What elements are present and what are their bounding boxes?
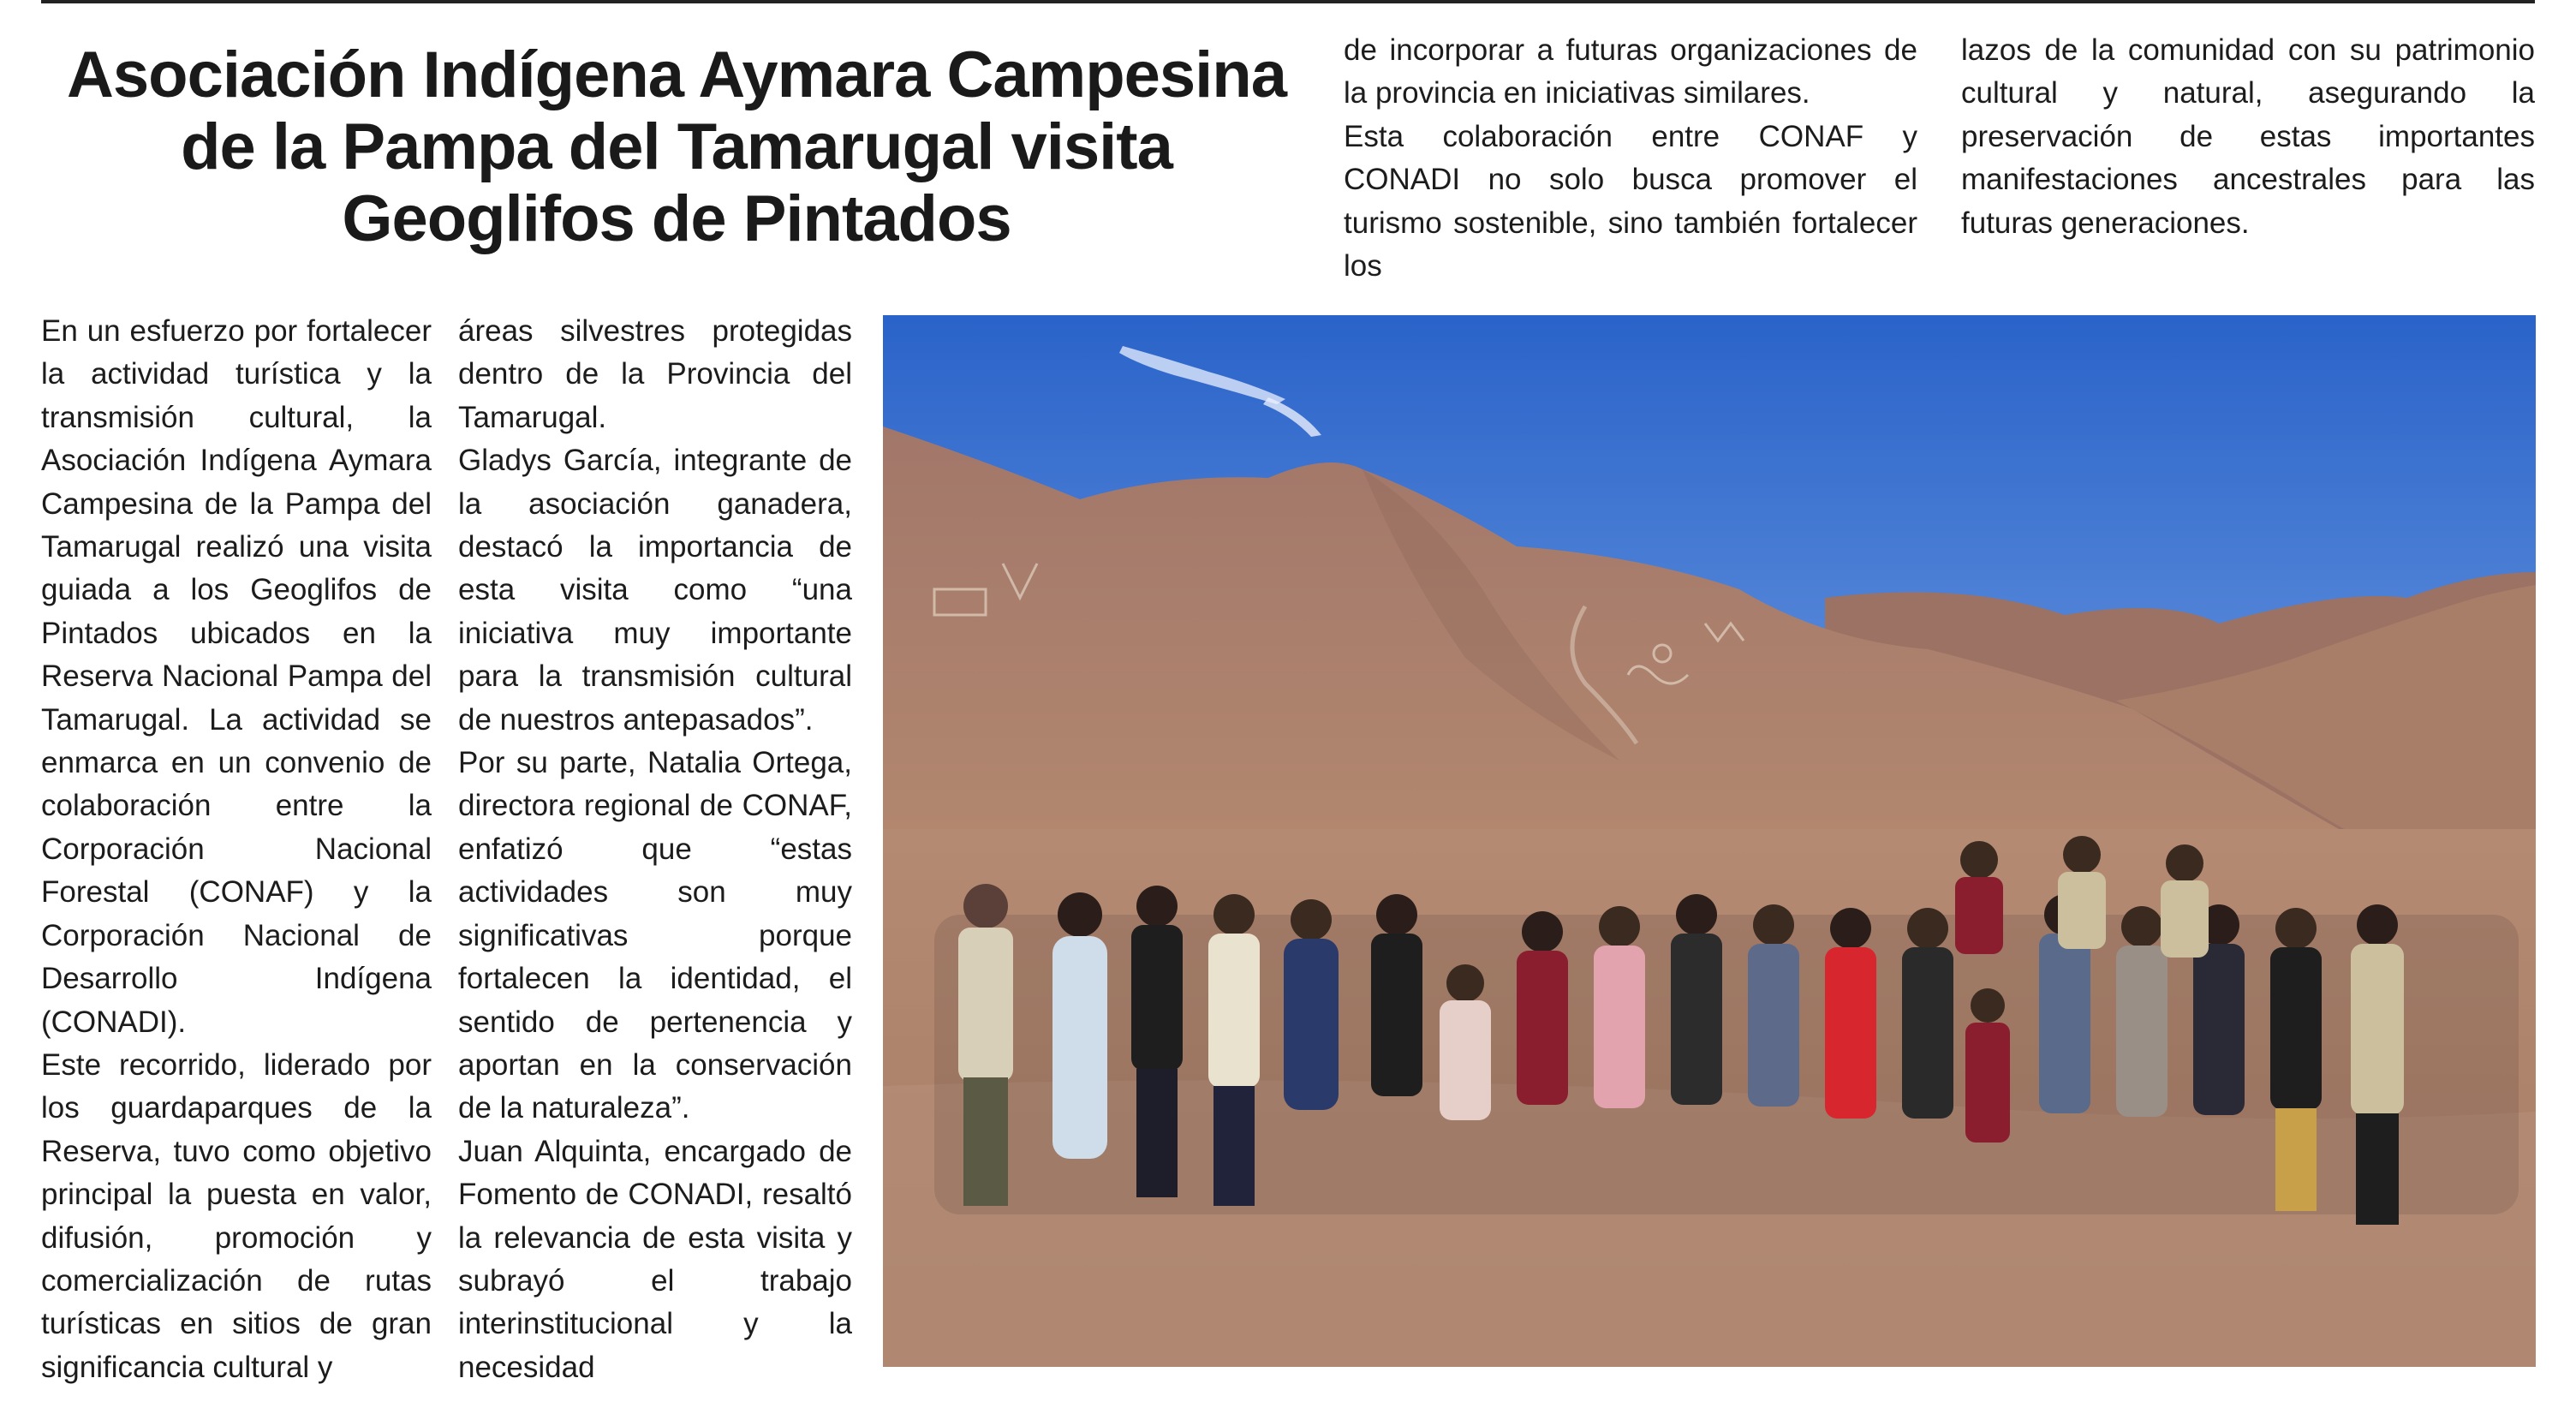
article-column-4 (1961, 29, 2535, 245)
group-photo-illustration (883, 315, 2536, 1367)
paragraph: Esta colaboración entre CONAF y CONADI no solo busca promover el turismo sostenible, sino también fortalecer los (1344, 119, 1917, 283)
paragraph: de incorporar a futuras organizaciones de la provincia en iniciativas similares. (1344, 33, 1917, 110)
paragraph: En un esfuerzo por fortalecer la actividad turística y la transmisión cultural, la Asociación Indígena Aymara Campesina de la Pampa del Tamarugal realizó una visita guiada a los Geoglifos de Pintados ubicados en la Reserva Nacional Pampa del Tamarugal. La actividad se enmarca en un convenio de colaboración entre la Corporación Nacional Forestal (CONAF) y la Corporación Nacional de Desarrollo Indígena (CONADI). (41, 314, 432, 1039)
paragraph: Juan Alquinta, encargado de Fomento de CONADI, resaltó la relevancia de esta visita y subrayó el trabajo interinstitucional y la necesidad (458, 1134, 852, 1384)
paragraph: áreas silvestres protegidas dentro de la Provincia del Tamarugal. (458, 314, 852, 434)
paragraph: Por su parte, Natalia Ortega, directora regional de CONAF, enfatizó que “estas actividades son muy significativas porque fortalecen la identidad, el sentido de pertenencia y aportan en la conservación de la naturaleza”. (458, 746, 852, 1125)
paragraph: Este recorrido, liderado por los guardaparques de la Reserva, tuvo como objetivo principal la puesta en valor, difusión, promoción y comercialización de rutas turísticas en sitios de gran significancia cultural y (41, 1047, 432, 1384)
article-column-3 (1344, 29, 1917, 288)
group-photo (883, 315, 2536, 1367)
article-headline: Asociación Indígena Aymara Campesina de la Pampa del Tamarugal visita Geoglifos de Pintados (67, 39, 1286, 255)
article-column-1 (41, 310, 432, 1389)
paragraph: Gladys García, integrante de la asociación ganadera, destacó la importancia de esta visita como “una iniciativa muy importante para la transmisión cultural de nuestros antepasados”. (458, 444, 852, 737)
article-column-2 (458, 310, 852, 1389)
paragraph: lazos de la comunidad con su patrimonio cultural y natural, asegurando la preservación de estas importantes manifestaciones ancestrales para las futuras generaciones. (1961, 33, 2535, 240)
top-rule (41, 0, 2535, 3)
